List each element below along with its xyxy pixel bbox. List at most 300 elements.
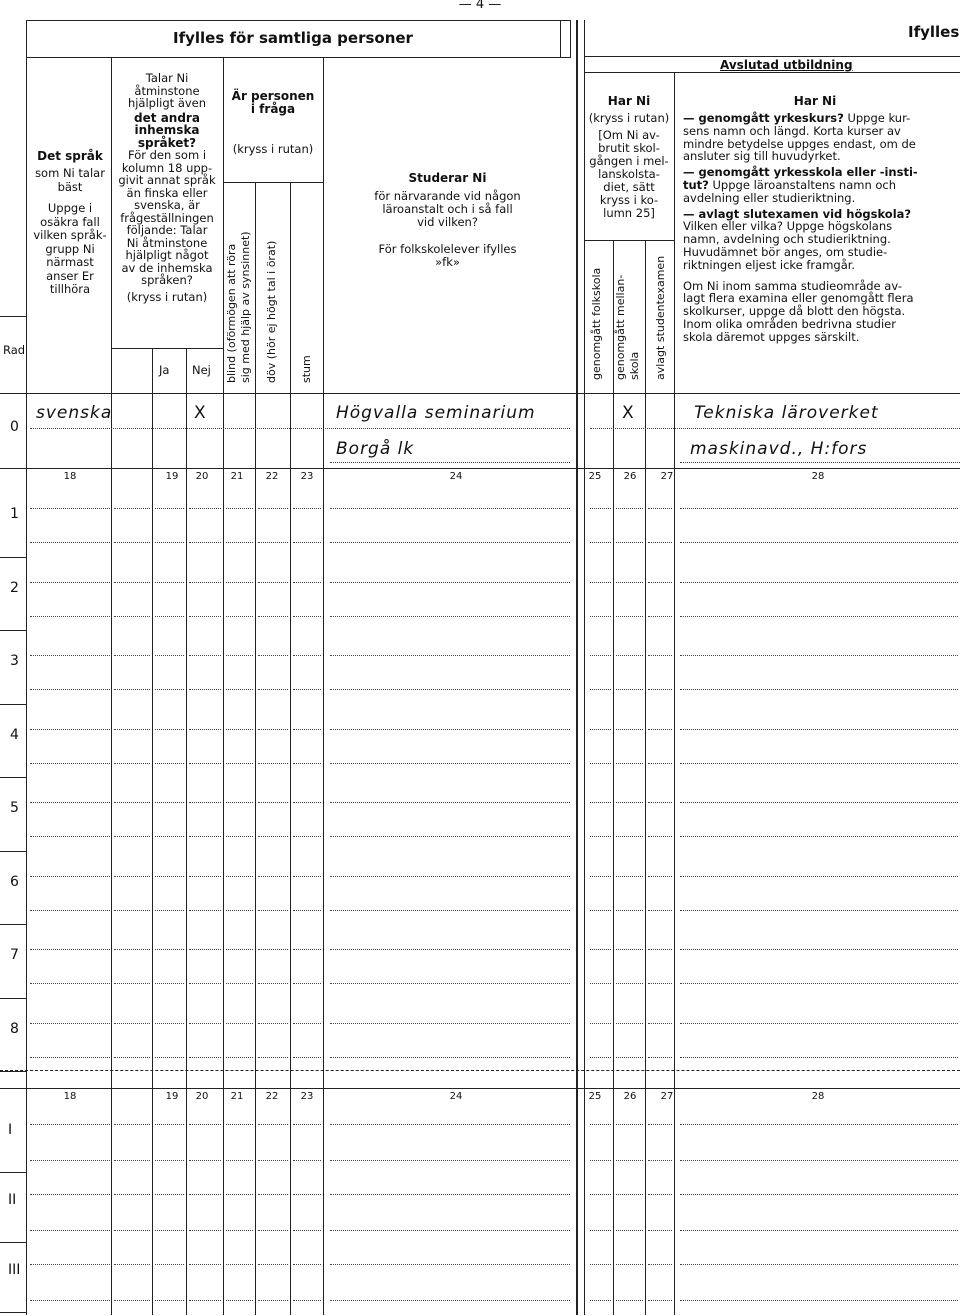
row-7-a-field-6[interactable] (293, 949, 321, 950)
bottom-row-III-a-field-2[interactable] (155, 1264, 184, 1265)
row-2-b-field-5[interactable] (258, 616, 288, 617)
row-4-a-field-10[interactable] (648, 729, 672, 730)
row-1-a-field-11[interactable] (680, 508, 958, 509)
row-1-b-field-1[interactable] (114, 542, 150, 543)
row-7-a-field-10[interactable] (648, 949, 672, 950)
bottom-row-III-b-field-0[interactable] (30, 1300, 110, 1301)
row-5-a-field-4[interactable] (226, 802, 253, 803)
studerar-title: Studerar Ni (408, 171, 487, 185)
bottom-row-II-a-field-3[interactable] (189, 1194, 221, 1195)
bottom-row-I-number: I (8, 1122, 13, 1138)
bottom-row-I-a-field-4[interactable] (226, 1124, 253, 1125)
row-2-b-field-9[interactable] (616, 616, 643, 617)
row-8-b-field-1[interactable] (114, 1057, 150, 1058)
row-8-a-field-11[interactable] (680, 1023, 958, 1024)
row-5-b-field-2[interactable] (155, 836, 184, 837)
bottom-row-I-a-field-5[interactable] (258, 1124, 288, 1125)
bottom-row-I-a-field-3[interactable] (189, 1124, 221, 1125)
bottom-row-III-a-field-8[interactable] (590, 1264, 611, 1265)
bottom-row-II-b-field-4[interactable] (226, 1230, 253, 1231)
row-3-b-field-2[interactable] (155, 689, 184, 690)
row-8-b-field-10[interactable] (648, 1057, 672, 1058)
row-1-a-field-0[interactable] (30, 508, 110, 509)
row-1-b-field-8[interactable] (590, 542, 611, 543)
row-5-b-field-9[interactable] (616, 836, 643, 837)
row-1-a-field-6[interactable] (293, 508, 321, 509)
row-5-a-field-1[interactable] (114, 802, 150, 803)
row-4-b-field-6[interactable] (293, 763, 321, 764)
bottom-row-I-b-field-9[interactable] (616, 1160, 643, 1161)
bottom-row-III-b-field-9[interactable] (616, 1300, 643, 1301)
row-3-a-field-9[interactable] (616, 655, 643, 656)
row-7-b-field-7[interactable] (330, 983, 570, 984)
row-3-b-field-7[interactable] (330, 689, 570, 690)
top-col-21: 21 (230, 471, 244, 482)
bottom-row-II-a-field-0[interactable] (30, 1194, 110, 1195)
row-6-b-field-5[interactable] (258, 910, 288, 911)
row-8-a-field-3[interactable] (189, 1023, 221, 1024)
bottom-row-II-b-field-5[interactable] (258, 1230, 288, 1231)
row-6-a-field-8[interactable] (590, 876, 611, 877)
row-4-bottom (0, 777, 26, 778)
row-1-a-field-5[interactable] (258, 508, 288, 509)
row-5-a-field-6[interactable] (293, 802, 321, 803)
row-2-a-field-7[interactable] (330, 582, 570, 583)
bottom-row-III-b-field-8[interactable] (590, 1300, 611, 1301)
row-8-b-field-4[interactable] (226, 1057, 253, 1058)
row-7-a-field-0[interactable] (30, 949, 110, 950)
row-1-a-field-4[interactable] (226, 508, 253, 509)
bottom-row-III-b-field-5[interactable] (258, 1300, 288, 1301)
row-8-a-field-5[interactable] (258, 1023, 288, 1024)
row-4-b-field-11[interactable] (680, 763, 958, 764)
bottom-row-II-b-field-6[interactable] (293, 1230, 321, 1231)
bottom-row-II-b-field-9[interactable] (616, 1230, 643, 1231)
row-4-b-field-1[interactable] (114, 763, 150, 764)
bottom-row-I-b-field-7[interactable] (330, 1160, 570, 1161)
bottom-row-III-b-field-1[interactable] (114, 1300, 150, 1301)
row-3-a-field-1[interactable] (114, 655, 150, 656)
row-8-b-field-2[interactable] (155, 1057, 184, 1058)
row-5-a-field-5[interactable] (258, 802, 288, 803)
bottom-row-I-a-field-11[interactable] (680, 1124, 958, 1125)
row-6-a-field-1[interactable] (114, 876, 150, 877)
bottom-row-III-b-field-11[interactable] (680, 1300, 958, 1301)
bottom-row-III-a-field-0[interactable] (30, 1264, 110, 1265)
row-1-a-field-7[interactable] (330, 508, 570, 509)
bottom-col-28: 28 (811, 1091, 825, 1102)
bottom-row-III-b-field-10[interactable] (648, 1300, 672, 1301)
bottom-row-II-b-field-8[interactable] (590, 1230, 611, 1231)
row-1-a-field-1[interactable] (114, 508, 150, 509)
row-1-b-field-4[interactable] (226, 542, 253, 543)
row-6-number: 6 (10, 873, 19, 890)
row-1-a-field-8[interactable] (590, 508, 611, 509)
row-0-mellanskola-mark[interactable]: X (622, 403, 634, 423)
row-8-b-field-3[interactable] (189, 1057, 221, 1058)
bottom-row-II-b-field-11[interactable] (680, 1230, 958, 1231)
bottom-row-II-b-field-0[interactable] (30, 1230, 110, 1231)
row-7-b-field-0[interactable] (30, 983, 110, 984)
row-8-b-field-11[interactable] (680, 1057, 958, 1058)
bottom-row-III-a-field-10[interactable] (648, 1264, 672, 1265)
page-number: — 4 — (458, 0, 502, 12)
row-3-b-field-1[interactable] (114, 689, 150, 690)
row-4-a-field-11[interactable] (680, 729, 958, 730)
row-3-a-field-8[interactable] (590, 655, 611, 656)
bottom-row-I-a-field-8[interactable] (590, 1124, 611, 1125)
row-1-b-field-10[interactable] (648, 542, 672, 543)
row-7-a-field-8[interactable] (590, 949, 611, 950)
row-0-utb-2[interactable]: maskinavd., H:fors (690, 439, 868, 459)
row-4-a-field-4[interactable] (226, 729, 253, 730)
row-7-a-field-2[interactable] (155, 949, 184, 950)
row-3-b-field-8[interactable] (590, 689, 611, 690)
row-2-a-field-5[interactable] (258, 582, 288, 583)
bottom-row-I-a-field-10[interactable] (648, 1124, 672, 1125)
harni-sub-line (584, 240, 674, 241)
row-1-b-field-6[interactable] (293, 542, 321, 543)
row-3-b-field-9[interactable] (616, 689, 643, 690)
row-6-b-field-6[interactable] (293, 910, 321, 911)
bottom-row-III-a-field-4[interactable] (226, 1264, 253, 1265)
row-6-a-field-10[interactable] (648, 876, 672, 877)
bottom-row-II-b-field-3[interactable] (189, 1230, 221, 1231)
row-2-b-field-8[interactable] (590, 616, 611, 617)
bottom-row-I-b-field-1[interactable] (114, 1160, 150, 1161)
row-3-a-field-7[interactable] (330, 655, 570, 656)
row-4-b-field-2[interactable] (155, 763, 184, 764)
row-2-b-field-0[interactable] (30, 616, 110, 617)
row-1-bottom (0, 557, 26, 558)
bottom-row-I-b-field-6[interactable] (293, 1160, 321, 1161)
bottom-row-II-a-field-11[interactable] (680, 1194, 958, 1195)
row-8-b-field-5[interactable] (258, 1057, 288, 1058)
row-2-a-field-10[interactable] (648, 582, 672, 583)
row-4-a-field-0[interactable] (30, 729, 110, 730)
row-1-b-field-9[interactable] (616, 542, 643, 543)
bottom-row-II-a-field-2[interactable] (155, 1194, 184, 1195)
bottom-row-II-a-field-5[interactable] (258, 1194, 288, 1195)
row-2-a-field-11[interactable] (680, 582, 958, 583)
row-3-b-field-10[interactable] (648, 689, 672, 690)
row-3-a-field-2[interactable] (155, 655, 184, 656)
row-4-a-field-8[interactable] (590, 729, 611, 730)
row-8-b-field-0[interactable] (30, 1057, 110, 1058)
row-7-b-field-4[interactable] (226, 983, 253, 984)
bottom-row-II-a-field-6[interactable] (293, 1194, 321, 1195)
row-7-b-field-10[interactable] (648, 983, 672, 984)
row-6-a-field-6[interactable] (293, 876, 321, 877)
row-5-b-field-0[interactable] (30, 836, 110, 837)
row-7-b-field-6[interactable] (293, 983, 321, 984)
row-5-a-field-9[interactable] (616, 802, 643, 803)
ja-label: Ja (159, 363, 170, 377)
row-7-a-field-5[interactable] (258, 949, 288, 950)
bottom-row-I-b-field-4[interactable] (226, 1160, 253, 1161)
bottom-row-I-b-field-3[interactable] (189, 1160, 221, 1161)
row-5-a-field-0[interactable] (30, 802, 110, 803)
row-3-b-field-5[interactable] (258, 689, 288, 690)
bottom-row-I-a-field-7[interactable] (330, 1124, 570, 1125)
row-8-a-field-9[interactable] (616, 1023, 643, 1024)
mellanskola-label: genomgått mellan- (614, 274, 627, 380)
row-7-a-field-9[interactable] (616, 949, 643, 950)
row-8-b-field-6[interactable] (293, 1057, 321, 1058)
row-8-a-field-0[interactable] (30, 1023, 110, 1024)
row-2-b-field-6[interactable] (293, 616, 321, 617)
row-5-b-field-3[interactable] (189, 836, 221, 837)
row-6-a-field-11[interactable] (680, 876, 958, 877)
bottom-row-III-b-field-3[interactable] (189, 1300, 221, 1301)
row-7-b-field-5[interactable] (258, 983, 288, 984)
bottom-row-I-b-field-8[interactable] (590, 1160, 611, 1161)
row-2-b-field-1[interactable] (114, 616, 150, 617)
top-col-23: 23 (300, 471, 314, 482)
row-5-a-field-3[interactable] (189, 802, 221, 803)
bottom-row-II-b-field-2[interactable] (155, 1230, 184, 1231)
row-6-a-field-9[interactable] (616, 876, 643, 877)
bottom-section-top (0, 1088, 960, 1089)
row-5-a-field-2[interactable] (155, 802, 184, 803)
row-0-utb-1[interactable]: Tekniska läroverket (694, 403, 879, 423)
row-4-a-field-1[interactable] (114, 729, 150, 730)
row-2-b-field-4[interactable] (226, 616, 253, 617)
row-6-a-field-7[interactable] (330, 876, 570, 877)
row-8-a-field-4[interactable] (226, 1023, 253, 1024)
row-6-b-field-11[interactable] (680, 910, 958, 911)
row-7-b-field-3[interactable] (189, 983, 221, 984)
row-4-a-field-3[interactable] (189, 729, 221, 730)
row-6-b-field-3[interactable] (189, 910, 221, 911)
bottom-row-I-b-field-5[interactable] (258, 1160, 288, 1161)
row-3-b-field-6[interactable] (293, 689, 321, 690)
row-1-b-field-3[interactable] (189, 542, 221, 543)
row-4-a-field-2[interactable] (155, 729, 184, 730)
bottom-row-II-a-field-1[interactable] (114, 1194, 150, 1195)
bottom-row-I-a-field-2[interactable] (155, 1124, 184, 1125)
row-8-a-field-6[interactable] (293, 1023, 321, 1024)
row-6-a-field-2[interactable] (155, 876, 184, 877)
bottom-row-I-a-field-1[interactable] (114, 1124, 150, 1125)
row-8-a-field-2[interactable] (155, 1023, 184, 1024)
row-3-a-field-4[interactable] (226, 655, 253, 656)
bottom-row-III-a-field-3[interactable] (189, 1264, 221, 1265)
row-1-b-field-5[interactable] (258, 542, 288, 543)
row-6-a-field-5[interactable] (258, 876, 288, 877)
bottom-row-II-b-field-1[interactable] (114, 1230, 150, 1231)
bottom-row-III-b-field-7[interactable] (330, 1300, 570, 1301)
studerar-text: för närvarande vid någon läroanstalt och i så fall vid vilken? För folkskolelever ifylles »fk» (374, 189, 521, 269)
row-4-a-field-6[interactable] (293, 729, 321, 730)
row-0-language[interactable]: svenska (36, 403, 113, 423)
row-5-a-field-7[interactable] (330, 802, 570, 803)
row-7-a-field-11[interactable] (680, 949, 958, 950)
row-5-b-field-4[interactable] (226, 836, 253, 837)
row-6-b-field-1[interactable] (114, 910, 150, 911)
row-5-a-field-10[interactable] (648, 802, 672, 803)
row-7-b-field-2[interactable] (155, 983, 184, 984)
row-2-b-field-10[interactable] (648, 616, 672, 617)
row-1-a-field-10[interactable] (648, 508, 672, 509)
row-2-b-field-11[interactable] (680, 616, 958, 617)
row-6-b-field-4[interactable] (226, 910, 253, 911)
row-3-a-field-5[interactable] (258, 655, 288, 656)
row-7-a-field-3[interactable] (189, 949, 221, 950)
bottom-row-III-a-field-9[interactable] (616, 1264, 643, 1265)
row-8-b-field-7[interactable] (330, 1057, 570, 1058)
row-7-b-field-11[interactable] (680, 983, 958, 984)
bottom-row-I-b-field-2[interactable] (155, 1160, 184, 1161)
header-right-title: Ifylles (908, 23, 960, 41)
row-5-number: 5 (10, 800, 19, 816)
row-1-b-field-2[interactable] (155, 542, 184, 543)
row-6-a-field-0[interactable] (30, 876, 110, 877)
row-5-b-field-8[interactable] (590, 836, 611, 837)
bottom-row-I-a-field-6[interactable] (293, 1124, 321, 1125)
person-left-line (223, 57, 224, 1315)
row-4-b-field-3[interactable] (189, 763, 221, 764)
row-5-a-field-8[interactable] (590, 802, 611, 803)
bottom-row-II-a-field-10[interactable] (648, 1194, 672, 1195)
row-8-b-field-9[interactable] (616, 1057, 643, 1058)
bottom-row-I-a-field-0[interactable] (30, 1124, 110, 1125)
row-2-b-field-7[interactable] (330, 616, 570, 617)
right-header-line (584, 56, 960, 57)
row-4-b-field-0[interactable] (30, 763, 110, 764)
row-4-a-field-7[interactable] (330, 729, 570, 730)
bottom-row-III-a-field-1[interactable] (114, 1264, 150, 1265)
row-0-school-2[interactable]: Borgå lk (336, 439, 415, 459)
bottom-row-II-b-field-7[interactable] (330, 1230, 570, 1231)
row-5-b-field-6[interactable] (293, 836, 321, 837)
bottom-row-I-b-field-11[interactable] (680, 1160, 958, 1161)
bottom-row-I-b-field-10[interactable] (648, 1160, 672, 1161)
row-2-a-field-6[interactable] (293, 582, 321, 583)
row-6-a-field-3[interactable] (189, 876, 221, 877)
row-6-b-field-8[interactable] (590, 910, 611, 911)
row-6-a-field-4[interactable] (226, 876, 253, 877)
bottom-row-III-a-field-7[interactable] (330, 1264, 570, 1265)
row-4-b-field-5[interactable] (258, 763, 288, 764)
row-2-a-field-8[interactable] (590, 582, 611, 583)
row-7-b-field-1[interactable] (114, 983, 150, 984)
row-2-a-field-4[interactable] (226, 582, 253, 583)
row-3-a-field-6[interactable] (293, 655, 321, 656)
row-4-b-field-8[interactable] (590, 763, 611, 764)
row-5-b-field-10[interactable] (648, 836, 672, 837)
row-7-b-field-9[interactable] (616, 983, 643, 984)
row-3-a-field-10[interactable] (648, 655, 672, 656)
row-7-b-field-8[interactable] (590, 983, 611, 984)
row-3-b-field-3[interactable] (189, 689, 221, 690)
row-4-b-field-4[interactable] (226, 763, 253, 764)
row-2-a-field-0[interactable] (30, 582, 110, 583)
row-4-b-field-9[interactable] (616, 763, 643, 764)
bottom-row-III-number: III (8, 1262, 21, 1278)
row-7-a-field-4[interactable] (226, 949, 253, 950)
row-5-b-field-11[interactable] (680, 836, 958, 837)
row-1-b-field-0[interactable] (30, 542, 110, 543)
bottom-row-III-a-field-5[interactable] (258, 1264, 288, 1265)
bottom-col-24: 24 (449, 1091, 463, 1102)
row-7-a-field-1[interactable] (114, 949, 150, 950)
row-0-school-1[interactable]: Högvalla seminarium (336, 403, 536, 423)
row-6-b-field-7[interactable] (330, 910, 570, 911)
person-title-2: i fråga (250, 102, 296, 116)
row-2-b-field-2[interactable] (155, 616, 184, 617)
row-5-b-field-1[interactable] (114, 836, 150, 837)
row-2-number: 2 (10, 579, 19, 596)
row-1-a-field-3[interactable] (189, 508, 221, 509)
row-2-b-field-3[interactable] (189, 616, 221, 617)
row-8-a-field-1[interactable] (114, 1023, 150, 1024)
row-6-b-field-10[interactable] (648, 910, 672, 911)
bottom-row-II-b-field-10[interactable] (648, 1230, 672, 1231)
row-3-a-field-11[interactable] (680, 655, 958, 656)
row-5-b-field-7[interactable] (330, 836, 570, 837)
row-8-a-field-10[interactable] (648, 1023, 672, 1024)
row-0-nej-mark[interactable]: X (194, 403, 206, 423)
bottom-row-III-b-field-6[interactable] (293, 1300, 321, 1301)
bottom-row-I-a-field-9[interactable] (616, 1124, 643, 1125)
bottom-row-II-a-field-9[interactable] (616, 1194, 643, 1195)
row-4-a-field-9[interactable] (616, 729, 643, 730)
row-3-b-field-0[interactable] (30, 689, 110, 690)
bottom-col-23: 23 (300, 1091, 314, 1102)
row-3-b-field-4[interactable] (226, 689, 253, 690)
row-5-bottom (0, 851, 26, 852)
row-6-b-field-2[interactable] (155, 910, 184, 911)
row-6-b-field-9[interactable] (616, 910, 643, 911)
bottom-row-I-b-field-0[interactable] (30, 1160, 110, 1161)
header-bottom-line (26, 57, 571, 58)
row-8-b-field-8[interactable] (590, 1057, 611, 1058)
bottom-row-III-a-field-11[interactable] (680, 1264, 958, 1265)
row-7-a-field-7[interactable] (330, 949, 570, 950)
bottom-row-II-a-field-8[interactable] (590, 1194, 611, 1195)
bottom-col-18: 18 (63, 1091, 77, 1102)
row-5-b-field-5[interactable] (258, 836, 288, 837)
row-8-a-field-7[interactable] (330, 1023, 570, 1024)
bottom-row-III-b-field-2[interactable] (155, 1300, 184, 1301)
row-3-a-field-0[interactable] (30, 655, 110, 656)
row-1-b-field-7[interactable] (330, 542, 570, 543)
row-2-a-field-9[interactable] (616, 582, 643, 583)
row-3-b-field-11[interactable] (680, 689, 958, 690)
row-1-b-field-11[interactable] (680, 542, 958, 543)
bottom-row-II-a-field-7[interactable] (330, 1194, 570, 1195)
bottom-row-II-a-field-4[interactable] (226, 1194, 253, 1195)
bottom-row-III-a-field-6[interactable] (293, 1264, 321, 1265)
row-6-b-field-0[interactable] (30, 910, 110, 911)
language-column-title: Det språk (37, 149, 103, 163)
row-4-b-field-7[interactable] (330, 763, 570, 764)
row-4-b-field-10[interactable] (648, 763, 672, 764)
row-1-a-field-9[interactable] (616, 508, 643, 509)
row-1-a-field-2[interactable] (155, 508, 184, 509)
bottom-row-III-b-field-4[interactable] (226, 1300, 253, 1301)
row-5-a-field-11[interactable] (680, 802, 958, 803)
row-2-a-field-2[interactable] (155, 582, 184, 583)
row-2-a-field-1[interactable] (114, 582, 150, 583)
row-3-a-field-3[interactable] (189, 655, 221, 656)
row-4-a-field-5[interactable] (258, 729, 288, 730)
row-8-a-field-8[interactable] (590, 1023, 611, 1024)
studentexamen-label: avlagt studentexamen (654, 255, 667, 380)
bottom-row-I-bottom (0, 1172, 26, 1173)
row-2-a-field-3[interactable] (189, 582, 221, 583)
